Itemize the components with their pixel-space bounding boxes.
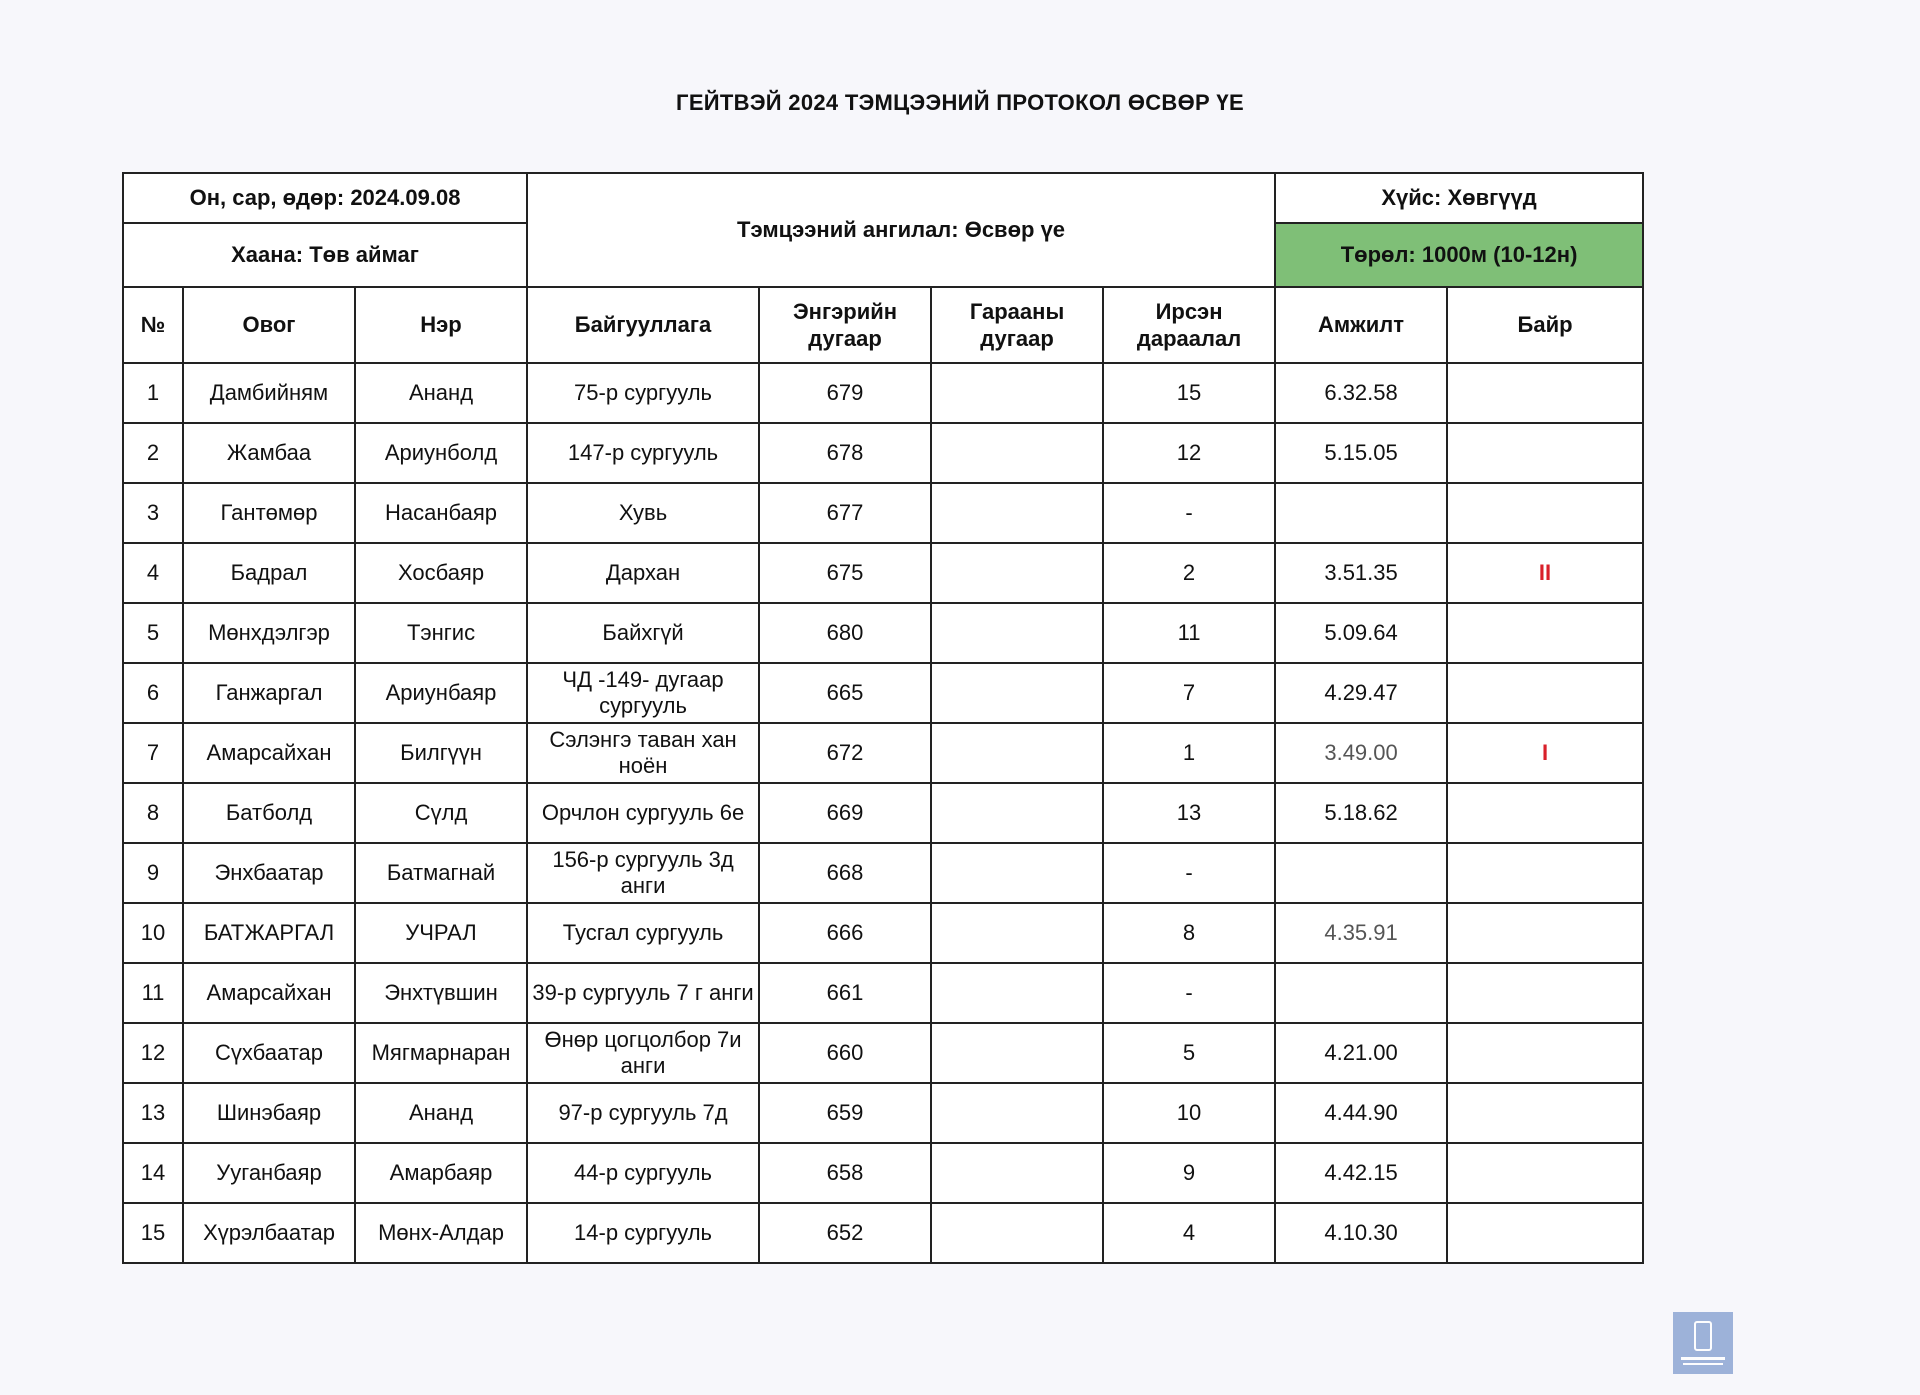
cell-name: Ананд [355, 1083, 527, 1143]
table-row [123, 663, 1643, 723]
cell-finish-order: 7 [1103, 663, 1275, 723]
cell-no: 14 [123, 1143, 183, 1203]
cell-bib: 669 [759, 783, 931, 843]
cell-place [1447, 483, 1643, 543]
col-header-place: Байр [1447, 287, 1643, 363]
cell-result: 5.09.64 [1275, 603, 1447, 663]
cell-org: ЧД -149- дугаар сургууль [527, 663, 759, 723]
cell-bib: 675 [759, 543, 931, 603]
cell-bib: 668 [759, 843, 931, 903]
cell-bib: 652 [759, 1203, 931, 1263]
cell-surname: Ууганбаяр [183, 1143, 355, 1203]
cell-surname: Батболд [183, 783, 355, 843]
soyombo-icon [1694, 1321, 1712, 1351]
cell-lane [931, 663, 1103, 723]
cell-bib: 658 [759, 1143, 931, 1203]
cell-org: Орчлон сургууль 6е [527, 783, 759, 843]
cell-surname: Амарсайхан [183, 723, 355, 783]
cell-finish-order: 8 [1103, 903, 1275, 963]
government-emblem [1673, 1312, 1733, 1374]
table-row [123, 903, 1643, 963]
cell-result: 4.44.90 [1275, 1083, 1447, 1143]
cell-finish-order: 1 [1103, 723, 1275, 783]
cell-no: 5 [123, 603, 183, 663]
cell-surname: Дамбийням [183, 363, 355, 423]
cell-place [1447, 1023, 1643, 1083]
cell-finish-order: 10 [1103, 1083, 1275, 1143]
cell-name: Ариунбаяр [355, 663, 527, 723]
gender-cell: Хүйс: Хөвгүүд [1275, 173, 1643, 223]
cell-result: 5.15.05 [1275, 423, 1447, 483]
col-header-no: № [123, 287, 183, 363]
cell-lane [931, 1083, 1103, 1143]
cell-no: 12 [123, 1023, 183, 1083]
cell-name: Билгүүн [355, 723, 527, 783]
table-row [123, 783, 1643, 843]
cell-place [1447, 843, 1643, 903]
cell-no: 13 [123, 1083, 183, 1143]
cell-lane [931, 483, 1103, 543]
cell-finish-order: 15 [1103, 363, 1275, 423]
cell-lane [931, 543, 1103, 603]
table-row [123, 363, 1643, 423]
cell-name: Мягмарнаран [355, 1023, 527, 1083]
cell-lane [931, 1203, 1103, 1263]
cell-lane [931, 903, 1103, 963]
cell-lane [931, 423, 1103, 483]
table-row [123, 723, 1643, 783]
cell-surname: Амарсайхан [183, 963, 355, 1023]
table-row [123, 603, 1643, 663]
cell-result: 3.49.00 [1275, 723, 1447, 783]
col-header-lane: Гарааны дугаар [931, 287, 1103, 363]
cell-no: 10 [123, 903, 183, 963]
cell-bib: 672 [759, 723, 931, 783]
col-header-finish-order: Ирсэн дараалал [1103, 287, 1275, 363]
table-row [123, 1203, 1643, 1263]
table-row [123, 483, 1643, 543]
cell-lane [931, 843, 1103, 903]
cell-name: Хосбаяр [355, 543, 527, 603]
cell-place [1447, 1083, 1643, 1143]
cell-result: 5.18.62 [1275, 783, 1447, 843]
cell-name: Насанбаяр [355, 483, 527, 543]
cell-org: 75-р сургууль [527, 363, 759, 423]
cell-name: Батмагнай [355, 843, 527, 903]
cell-place [1447, 603, 1643, 663]
page-title: ГЕЙТВЭЙ 2024 ТЭМЦЭЭНИЙ ПРОТОКОЛ ӨСВӨР ҮЕ [676, 90, 1244, 115]
cell-place: I [1447, 723, 1643, 783]
cell-bib: 660 [759, 1023, 931, 1083]
cell-bib: 666 [759, 903, 931, 963]
cell-bib: 659 [759, 1083, 931, 1143]
cell-org: 156-р сургууль 3д анги [527, 843, 759, 903]
cell-place [1447, 423, 1643, 483]
cell-org: 147-р сургууль [527, 423, 759, 483]
cell-surname: Жамбаа [183, 423, 355, 483]
table-row [123, 1023, 1643, 1083]
table-row [123, 843, 1643, 903]
cell-org: Тусгал сургууль [527, 903, 759, 963]
cell-name: Энхтүвшин [355, 963, 527, 1023]
cell-result: 6.32.58 [1275, 363, 1447, 423]
cell-finish-order: 5 [1103, 1023, 1275, 1083]
cell-place [1447, 1143, 1643, 1203]
cell-place [1447, 1203, 1643, 1263]
cell-bib: 678 [759, 423, 931, 483]
cell-no: 3 [123, 483, 183, 543]
cell-org: Хувь [527, 483, 759, 543]
cell-surname: Шинэбаяр [183, 1083, 355, 1143]
table-row [123, 1083, 1643, 1143]
cell-name: Ананд [355, 363, 527, 423]
col-header-org: Байгууллага [527, 287, 759, 363]
cell-no: 7 [123, 723, 183, 783]
cell-result: 4.29.47 [1275, 663, 1447, 723]
cell-place [1447, 783, 1643, 843]
cell-org: Байхгүй [527, 603, 759, 663]
category-cell: Тэмцээний ангилал: Өсвөр үе [527, 173, 1275, 287]
cell-name: Сүлд [355, 783, 527, 843]
cell-surname: Хүрэлбаатар [183, 1203, 355, 1263]
cell-surname: Бадрал [183, 543, 355, 603]
cell-org: 14-р сургууль [527, 1203, 759, 1263]
cell-result [1275, 843, 1447, 903]
cell-finish-order: - [1103, 483, 1275, 543]
cell-no: 1 [123, 363, 183, 423]
col-header-bib: Энгэрийн дугаар [759, 287, 931, 363]
cell-lane [931, 783, 1103, 843]
cell-surname: Ганжаргал [183, 663, 355, 723]
cell-finish-order: - [1103, 843, 1275, 903]
cell-lane [931, 963, 1103, 1023]
cell-result: 3.51.35 [1275, 543, 1447, 603]
cell-no: 15 [123, 1203, 183, 1263]
cell-place [1447, 903, 1643, 963]
cell-org: Сэлэнгэ таван хан ноён [527, 723, 759, 783]
cell-org: 44-р сургууль [527, 1143, 759, 1203]
cell-org: 97-р сургууль 7д [527, 1083, 759, 1143]
table-row [123, 543, 1643, 603]
cell-surname: БАТЖАРГАЛ [183, 903, 355, 963]
cell-name: Мөнх-Алдар [355, 1203, 527, 1263]
cell-finish-order: 12 [1103, 423, 1275, 483]
cell-name: Тэнгис [355, 603, 527, 663]
cell-lane [931, 363, 1103, 423]
cell-surname: Мөнхдэлгэр [183, 603, 355, 663]
cell-surname: Энхбаатар [183, 843, 355, 903]
cell-place [1447, 363, 1643, 423]
cell-no: 6 [123, 663, 183, 723]
cell-org: Өнөр цогцолбор 7и анги [527, 1023, 759, 1083]
cell-name: УЧРАЛ [355, 903, 527, 963]
event-type-cell: Төрөл: 1000м (10-12н) [1275, 223, 1643, 287]
cell-no: 8 [123, 783, 183, 843]
col-header-name: Нэр [355, 287, 527, 363]
table-row [123, 423, 1643, 483]
cell-no: 9 [123, 843, 183, 903]
cell-result [1275, 963, 1447, 1023]
cell-org: Дархан [527, 543, 759, 603]
cell-place [1447, 663, 1643, 723]
cell-name: Ариунболд [355, 423, 527, 483]
cell-place: II [1447, 543, 1643, 603]
table-row [123, 963, 1643, 1023]
cell-result [1275, 483, 1447, 543]
col-header-result: Амжилт [1275, 287, 1447, 363]
cell-bib: 679 [759, 363, 931, 423]
cell-finish-order: - [1103, 963, 1275, 1023]
cell-bib: 680 [759, 603, 931, 663]
cell-finish-order: 11 [1103, 603, 1275, 663]
location-cell: Хаана: Төв аймаг [123, 223, 527, 287]
cell-result: 4.10.30 [1275, 1203, 1447, 1263]
cell-result: 4.42.15 [1275, 1143, 1447, 1203]
cell-name: Амарбаяр [355, 1143, 527, 1203]
cell-finish-order: 2 [1103, 543, 1275, 603]
cell-surname: Сүхбаатар [183, 1023, 355, 1083]
col-header-surname: Овог [183, 287, 355, 363]
cell-place [1447, 963, 1643, 1023]
cell-result: 4.21.00 [1275, 1023, 1447, 1083]
cell-surname: Гантөмөр [183, 483, 355, 543]
cell-lane [931, 603, 1103, 663]
cell-finish-order: 13 [1103, 783, 1275, 843]
cell-no: 11 [123, 963, 183, 1023]
cell-no: 2 [123, 423, 183, 483]
date-cell: Он, сар, өдөр: 2024.09.08 [123, 173, 527, 223]
cell-result: 4.35.91 [1275, 903, 1447, 963]
cell-org: 39-р сургууль 7 г анги [527, 963, 759, 1023]
cell-finish-order: 9 [1103, 1143, 1275, 1203]
cell-bib: 661 [759, 963, 931, 1023]
cell-lane [931, 723, 1103, 783]
cell-finish-order: 4 [1103, 1203, 1275, 1263]
cell-no: 4 [123, 543, 183, 603]
protocol-table [122, 172, 1644, 1264]
table-row [123, 1143, 1643, 1203]
cell-lane [931, 1143, 1103, 1203]
cell-lane [931, 1023, 1103, 1083]
cell-bib: 677 [759, 483, 931, 543]
cell-bib: 665 [759, 663, 931, 723]
